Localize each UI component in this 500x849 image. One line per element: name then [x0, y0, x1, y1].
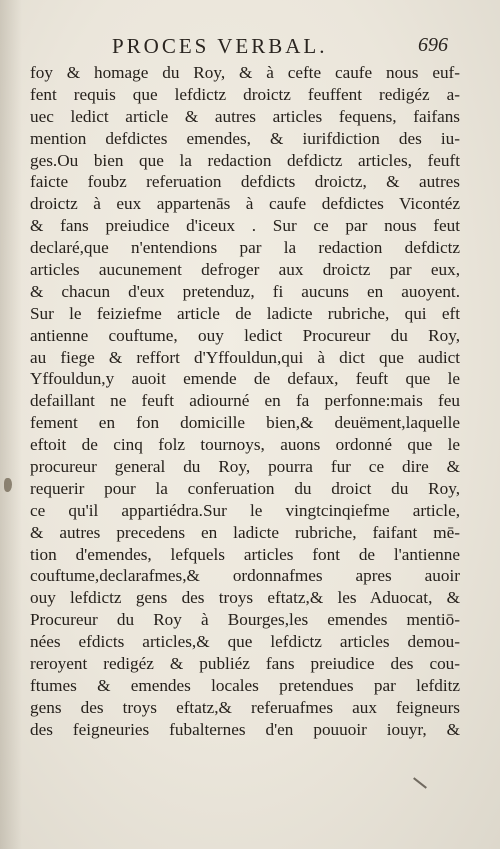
text-line: & chacun d'eux pretenduz, fi aucuns en auoyent. — [30, 281, 460, 301]
text-line: tion d'emendes, lefquels articles font de l'antienne — [30, 544, 460, 564]
page-number: 696 — [418, 34, 448, 56]
text-line: reroyent redigéz & publiéz fans preiudice des cou- — [30, 654, 460, 674]
text-line: couftume,declarafmes,& ordonnafmes apres auoir — [30, 566, 460, 586]
text-line: mention defdictes emendes, & iurifdiction des iu- — [30, 128, 460, 148]
body-text — [30, 62, 460, 741]
text-line: & fans preiudice d'iceux . Sur ce par nous feut — [30, 216, 460, 236]
text-line: fent requis que lefdictz droictz feuffent redigéz a- — [30, 84, 460, 104]
text-line: articles aucunement defroger aux droictz par eux, — [30, 260, 460, 280]
text-line: ouy lefdictz gens des troys eftatz,& les Aduocat, & — [30, 588, 460, 608]
gutter-shadow — [0, 0, 22, 849]
text-line: foy & homage du Roy, & à cefte caufe nous euf- — [30, 63, 460, 82]
text-line: requerir pour la conferuation du droict du Roy, — [30, 478, 460, 498]
text-line: droictz à eux appartenās à caufe defdictes Vicontéz — [30, 194, 460, 214]
text-line: Sur le feiziefme article de ladicte rubriche, qui eft — [30, 303, 460, 323]
running-title: PROCES VERBAL. — [112, 34, 328, 58]
text-line: Yffouldun,y auoit emende de defaux, feuft que le — [30, 369, 460, 389]
text-line: & autres precedens en ladicte rubriche, faifant mē- — [30, 522, 460, 542]
text-line: au fiege & reffort d'Yffouldun,qui à dict que audict — [30, 347, 460, 367]
text-line: ges.Ou bien que la redaction defdictz articles, feuft — [30, 150, 460, 170]
text-line: antienne couftume, ouy ledict Procureur du Roy, — [30, 325, 460, 345]
text-line: eftoit de cinq folz tournoys, auons ordonné que le — [30, 435, 460, 455]
running-head — [0, 30, 500, 60]
text-line: procureur general du Roy, pourra fur ce dire & — [30, 457, 460, 477]
text-line: uec ledict article & autres articles fequens, faifans — [30, 106, 460, 126]
text-line: fement en fon domicille bien,& deuëment,laquelle — [30, 413, 460, 433]
text-line: faicte foubz referuation defdicts droictz, & autres — [30, 172, 460, 192]
ink-stroke-mark — [413, 777, 427, 788]
text-line: ce qu'il appartiédra.Sur le vingtcinqiefme article, — [30, 500, 460, 520]
text-line: gens des troys eftatz,& referuafmes aux feigneurs — [30, 697, 460, 717]
text-line: defaillant ne feuft adiourné en fa perfonne:mais feu — [30, 391, 460, 411]
text-line: Procureur du Roy à Bourges,les emendes mentiō- — [30, 610, 460, 630]
text-line: des feigneuries fubalternes d'en pouuoir iouyr, & — [30, 719, 460, 739]
text-line: nées efdicts articles,& que lefdictz articles demou- — [30, 632, 460, 652]
text-line: declaré,que n'entendions par la redaction defdictz — [30, 238, 460, 258]
text-line: ftumes & emendes locales pretendues par lefditz — [30, 675, 460, 695]
